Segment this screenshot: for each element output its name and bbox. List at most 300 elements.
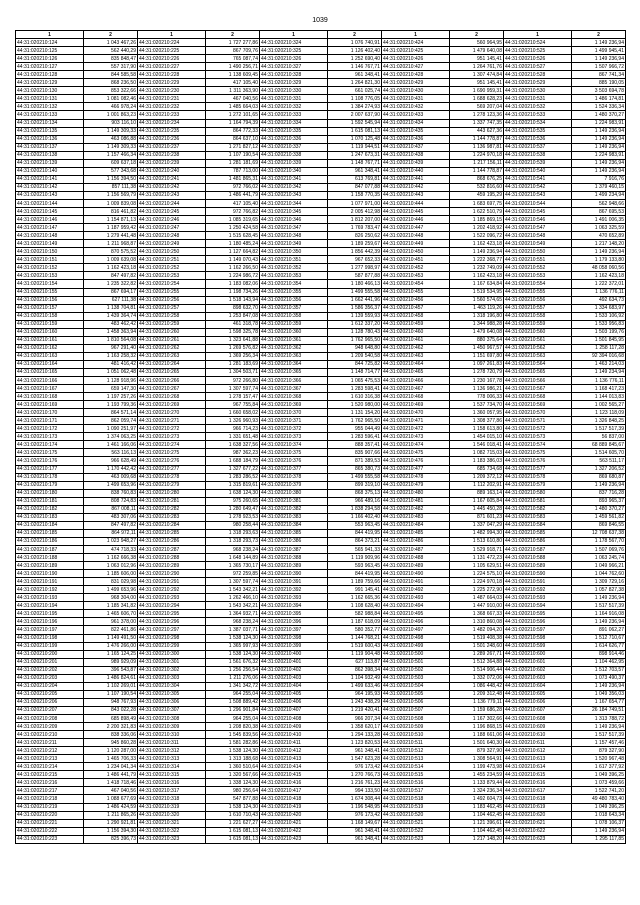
- cadastral-number-cell: 44:31:020210:444: [382, 199, 450, 207]
- table-row: [16, 167, 626, 175]
- cadastral-number-cell: 44:31:020210:446: [382, 216, 450, 224]
- cadastral-number-cell: 44:31:020210:427: [382, 63, 450, 71]
- table-row: [16, 811, 626, 819]
- cadastral-number-cell: 44:31:020210:182: [16, 505, 84, 513]
- cadastral-number-cell: 44:31:020210:615: [504, 771, 572, 779]
- header-row: [16, 31, 626, 39]
- cadastral-number-cell: 44:31:020210:519: [382, 803, 450, 811]
- cadastral-number-cell: 44:31:020210:512: [382, 747, 450, 755]
- table-row: [16, 626, 626, 634]
- value-cell: 1 009 639,08: [84, 256, 138, 264]
- value-cell: 1 073 459,66: [572, 779, 626, 787]
- cadastral-number-cell: 44:31:020210:613: [504, 755, 572, 763]
- cadastral-number-cell: 44:31:020210:173: [16, 433, 84, 441]
- cadastral-number-cell: 44:31:020210:169: [16, 401, 84, 409]
- cadastral-number-cell: 44:31:020210:230: [138, 87, 206, 95]
- cadastral-number-cell: 44:31:020210:365: [260, 368, 328, 376]
- value-cell: 417 105,40: [206, 199, 260, 207]
- value-cell: 989 929,09: [84, 658, 138, 666]
- value-cell: 1 063 012,96: [84, 562, 138, 570]
- table-row: [16, 240, 626, 248]
- value-cell: 972 266,80: [206, 377, 260, 385]
- cadastral-number-cell: 44:31:020210:332: [260, 103, 328, 111]
- header-cell: 1: [382, 31, 450, 39]
- value-cell: 1 463 119,26: [450, 304, 504, 312]
- value-cell: 1 538 124,30: [206, 803, 260, 811]
- cadastral-number-cell: 44:31:020210:611: [504, 739, 572, 747]
- cadastral-number-cell: 44:31:020210:241: [138, 175, 206, 183]
- value-cell: 1 119 904,48: [328, 650, 382, 658]
- cadastral-number-cell: 44:31:020210:602: [504, 666, 572, 674]
- cadastral-number-cell: 44:31:020210:381: [260, 497, 328, 505]
- cadastral-number-cell: 44:31:020210:218: [16, 795, 84, 803]
- cadastral-number-cell: 44:31:020210:356: [260, 296, 328, 304]
- value-cell: 1 119 944,51: [328, 143, 382, 151]
- table-row: [16, 731, 626, 739]
- cadastral-number-cell: 44:31:020210:544: [504, 199, 572, 207]
- value-cell: 966 207,34: [328, 714, 382, 722]
- value-cell: 961 348,41: [328, 747, 382, 755]
- cadastral-number-cell: 44:31:020210:571: [504, 417, 572, 425]
- value-cell: 1 296 901,84: [206, 706, 260, 714]
- cadastral-number-cell: 44:31:020210:554: [504, 280, 572, 288]
- value-cell: 1 499 945,41: [572, 47, 626, 55]
- table-row: [16, 304, 626, 312]
- cadastral-number-cell: 44:31:020210:501: [382, 658, 450, 666]
- cadastral-number-cell: 44:31:020210:297: [138, 626, 206, 634]
- cadastral-number-cell: 44:31:020210:261: [138, 336, 206, 344]
- value-cell: 12 708 637,38: [572, 529, 626, 537]
- cadastral-number-cell: 44:31:020210:237: [138, 143, 206, 151]
- cadastral-number-cell: 44:31:020210:366: [260, 377, 328, 385]
- cadastral-number-cell: 44:31:020210:148: [16, 232, 84, 240]
- cadastral-number-cell: 44:31:020210:180: [16, 489, 84, 497]
- value-cell: 1 327 206,52: [572, 465, 626, 473]
- cadastral-number-cell: 44:31:020210:411: [260, 739, 328, 747]
- cadastral-number-cell: 44:31:020210:175: [16, 449, 84, 457]
- value-cell: 1 211 865,26: [84, 811, 138, 819]
- value-cell: 765 087,74: [206, 55, 260, 63]
- cadastral-number-cell: 44:31:020210:277: [138, 465, 206, 473]
- value-cell: 1 119 909,96: [328, 554, 382, 562]
- cadastral-number-cell: 44:31:020210:581: [504, 497, 572, 505]
- cadastral-number-cell: 44:31:020210:531: [504, 95, 572, 103]
- cadastral-number-cell: 44:31:020210:254: [138, 280, 206, 288]
- cadastral-number-cell: 44:31:020210:151: [16, 256, 84, 264]
- table-row: [16, 272, 626, 280]
- cadastral-number-cell: 44:31:020210:253: [138, 272, 206, 280]
- value-cell: 1 262 466,10: [206, 594, 260, 602]
- cadastral-number-cell: 44:31:020210:360: [260, 328, 328, 336]
- table-row: [16, 819, 626, 827]
- cadastral-number-cell: 44:31:020210:153: [16, 272, 84, 280]
- cadastral-number-cell: 44:31:020210:418: [260, 795, 328, 803]
- value-cell: 1 341 342,72: [206, 682, 260, 690]
- cadastral-number-cell: 44:31:020210:202: [16, 666, 84, 674]
- value-cell: 1 491 006,35: [572, 216, 626, 224]
- cadastral-number-cell: 44:31:020210:320: [138, 811, 206, 819]
- cadastral-number-cell: 44:31:020210:249: [138, 240, 206, 248]
- cadastral-number-cell: 44:31:020210:139: [16, 159, 84, 167]
- cadastral-number-cell: 44:31:020210:272: [138, 425, 206, 433]
- table-row: [16, 521, 626, 529]
- value-cell: 7 916,76: [572, 175, 626, 183]
- table-row: [16, 650, 626, 658]
- value-cell: 1 688 184,79: [206, 457, 260, 465]
- table-row: [16, 747, 626, 755]
- cadastral-number-cell: 44:31:020210:204: [16, 682, 84, 690]
- value-cell: 1 167 654,77: [572, 698, 626, 706]
- value-cell: 481 416,42: [84, 360, 138, 368]
- cadastral-number-cell: 44:31:020210:343: [260, 191, 328, 199]
- table-row: [16, 723, 626, 731]
- value-cell: 972 766,82: [206, 208, 260, 216]
- cadastral-number-cell: 44:31:020210:453: [382, 272, 450, 280]
- value-cell: 1 180 466,13: [328, 280, 382, 288]
- cadastral-number-cell: 44:31:020210:177: [16, 465, 84, 473]
- value-cell: 467 040,56: [206, 95, 260, 103]
- table-row: [16, 55, 626, 63]
- table-row: [16, 473, 626, 481]
- value-cell: 396 543,87: [84, 666, 138, 674]
- value-cell: 964 255,04: [206, 714, 260, 722]
- value-cell: 1 217 156,11: [450, 159, 504, 167]
- value-cell: 1 162 423,18: [450, 272, 504, 280]
- value-cell: 1 179 133,80: [572, 256, 626, 264]
- value-cell: 1 149 491,50: [84, 634, 138, 642]
- cadastral-number-cell: 44:31:020210:280: [138, 489, 206, 497]
- value-cell: 1 610 710,43: [206, 811, 260, 819]
- cadastral-number-cell: 44:31:020210:568: [504, 393, 572, 401]
- value-cell: 2 200 321,83: [84, 723, 138, 731]
- value-cell: 1 517 517,39: [572, 602, 626, 610]
- value-cell: 1 144 768,21: [328, 634, 382, 642]
- cadastral-number-cell: 44:31:020210:168: [16, 393, 84, 401]
- value-cell: 1 308 377,86: [450, 417, 504, 425]
- value-cell: 1 499 653,96: [84, 586, 138, 594]
- cadastral-number-cell: 44:31:020210:287: [138, 546, 206, 554]
- value-cell: 483 462,42: [84, 320, 138, 328]
- cadastral-number-cell: 44:31:020210:475: [382, 449, 450, 457]
- value-cell: 864 373,21: [328, 537, 382, 545]
- cadastral-number-cell: 44:31:020210:328: [260, 71, 328, 79]
- cadastral-number-cell: 44:31:020210:288: [138, 554, 206, 562]
- cadastral-number-cell: 44:31:020210:192: [16, 586, 84, 594]
- cadastral-number-cell: 44:31:020210:188: [16, 554, 84, 562]
- cadastral-number-cell: 44:31:020210:450: [382, 248, 450, 256]
- cadastral-number-cell: 44:31:020210:622: [504, 827, 572, 835]
- value-cell: 577 343,68: [84, 167, 138, 175]
- value-cell: 951 145,41: [450, 55, 504, 63]
- value-cell: 1 365 730,17: [206, 562, 260, 570]
- cadastral-number-cell: 44:31:020210:372: [260, 425, 328, 433]
- value-cell: 613 769,81: [328, 175, 382, 183]
- cadastral-number-cell: 44:31:020210:184: [16, 521, 84, 529]
- cadastral-number-cell: 44:31:020210:206: [16, 698, 84, 706]
- cadastral-number-cell: 44:31:020210:367: [260, 385, 328, 393]
- cadastral-number-cell: 44:31:020210:255: [138, 288, 206, 296]
- cadastral-number-cell: 44:31:020210:471: [382, 417, 450, 425]
- cadastral-number-cell: 44:31:020210:127: [16, 63, 84, 71]
- cadastral-number-cell: 44:31:020210:152: [16, 264, 84, 272]
- cadastral-number-cell: 44:31:020210:496: [382, 618, 450, 626]
- value-cell: 1 163 258,32: [84, 352, 138, 360]
- cadastral-number-cell: 44:31:020210:578: [504, 473, 572, 481]
- value-cell: 967 291,40: [84, 344, 138, 352]
- cadastral-number-cell: 44:31:020210:445: [382, 208, 450, 216]
- cadastral-number-cell: 44:31:020210:278: [138, 473, 206, 481]
- value-cell: 1 360 057,95: [450, 409, 504, 417]
- cadastral-number-cell: 44:31:020210:319: [138, 803, 206, 811]
- value-cell: 1 209 312,48: [450, 690, 504, 698]
- cadastral-number-cell: 44:31:020210:145: [16, 208, 84, 216]
- cadastral-number-cell: 44:31:020210:213: [16, 755, 84, 763]
- value-cell: 49 480 783,40: [572, 795, 626, 803]
- cadastral-number-cell: 44:31:020210:486: [382, 537, 450, 545]
- value-cell: 1 514 605,70: [572, 449, 626, 457]
- value-cell: 1 617 377,92: [572, 763, 626, 771]
- cadastral-number-cell: 44:31:020210:462: [382, 344, 450, 352]
- value-cell: 1 136 776,11: [572, 288, 626, 296]
- value-cell: 1 538 124,30: [206, 747, 260, 755]
- cadastral-number-cell: 44:31:020210:273: [138, 433, 206, 441]
- cadastral-number-cell: 44:31:020210:170: [16, 409, 84, 417]
- table-row: [16, 183, 626, 191]
- cadastral-number-cell: 44:31:020210:314: [138, 763, 206, 771]
- table-row: [16, 763, 626, 771]
- value-cell: 1 683 697,75: [450, 199, 504, 207]
- value-cell: 867 694,17: [84, 288, 138, 296]
- table-row: [16, 610, 626, 618]
- cadastral-number-cell: 44:31:020210:558: [504, 312, 572, 320]
- table-row: [16, 208, 626, 216]
- table-row: [16, 368, 626, 376]
- value-cell: 868 236,50: [84, 79, 138, 87]
- cadastral-number-cell: 44:31:020210:357: [260, 304, 328, 312]
- cadastral-number-cell: 44:31:020210:619: [504, 803, 572, 811]
- cadastral-number-cell: 44:31:020210:409: [260, 723, 328, 731]
- value-cell: 1 128 918,96: [84, 377, 138, 385]
- cadastral-number-cell: 44:31:020210:342: [260, 183, 328, 191]
- value-cell: 835 848,47: [84, 55, 138, 63]
- value-cell: 1 465 606,70: [84, 610, 138, 618]
- cadastral-number-cell: 44:31:020210:313: [138, 755, 206, 763]
- cadastral-number-cell: 44:31:020210:514: [382, 763, 450, 771]
- table-row: [16, 39, 626, 47]
- cadastral-number-cell: 44:31:020210:529: [504, 79, 572, 87]
- value-cell: 888 357,41: [328, 441, 382, 449]
- cadastral-number-cell: 44:31:020210:238: [138, 151, 206, 159]
- cadastral-number-cell: 44:31:020210:250: [138, 248, 206, 256]
- cadastral-number-cell: 44:31:020210:251: [138, 256, 206, 264]
- value-cell: 1 614 626,77: [572, 642, 626, 650]
- value-cell: 1 264 821,30: [328, 79, 382, 87]
- cadastral-number-cell: 44:31:020210:364: [260, 360, 328, 368]
- cadastral-number-cell: 44:31:020210:609: [504, 723, 572, 731]
- cadastral-number-cell: 44:31:020210:368: [260, 393, 328, 401]
- header-cell: 2: [450, 31, 504, 39]
- cadastral-number-cell: 44:31:020210:199: [16, 642, 84, 650]
- value-cell: 1 018 643,34: [572, 811, 626, 819]
- cadastral-number-cell: 44:31:020210:165: [16, 368, 84, 376]
- value-cell: 1 136 779,11: [450, 698, 504, 706]
- cadastral-number-cell: 44:31:020210:449: [382, 240, 450, 248]
- value-cell: 1 224 970,18: [450, 151, 504, 159]
- value-cell: 1 459 561,82: [572, 513, 626, 521]
- cadastral-number-cell: 44:31:020210:210: [16, 731, 84, 739]
- cadastral-number-cell: 44:31:020210:594: [504, 602, 572, 610]
- table-row: [16, 79, 626, 87]
- value-cell: 1 499 555,58: [328, 288, 382, 296]
- table-row: [16, 159, 626, 167]
- value-cell: 1 077 971,00: [328, 199, 382, 207]
- cadastral-number-cell: 44:31:020210:556: [504, 296, 572, 304]
- table-row: [16, 795, 626, 803]
- cadastral-number-cell: 44:31:020210:373: [260, 433, 328, 441]
- table-row: [16, 111, 626, 119]
- cadastral-number-cell: 44:31:020210:436: [382, 135, 450, 143]
- cadastral-number-cell: 44:31:020210:348: [260, 232, 328, 240]
- value-cell: 1 660 658,02: [206, 409, 260, 417]
- value-cell: 563 511,17: [572, 457, 626, 465]
- value-cell: 1 512 364,88: [450, 658, 504, 666]
- value-cell: 1 224 986,72: [206, 272, 260, 280]
- cadastral-number-cell: 44:31:020210:592: [504, 586, 572, 594]
- cadastral-number-cell: 44:31:020210:334: [260, 119, 328, 127]
- cadastral-number-cell: 44:31:020210:195: [16, 610, 84, 618]
- value-cell: 1 454 015,10: [450, 433, 504, 441]
- cadastral-number-cell: 44:31:020210:499: [382, 642, 450, 650]
- value-cell: 1 856 442,39: [328, 248, 382, 256]
- cadastral-number-cell: 44:31:020210:133: [16, 111, 84, 119]
- cadastral-number-cell: 44:31:020210:337: [260, 143, 328, 151]
- value-cell: 1 264 761,76: [450, 63, 504, 71]
- table-row: [16, 191, 626, 199]
- value-cell: 1 136 987,81: [450, 143, 504, 151]
- cadastral-number-cell: 44:31:020210:270: [138, 409, 206, 417]
- value-cell: 1 379 460,15: [572, 183, 626, 191]
- value-cell: 1 104 932,49: [328, 674, 382, 682]
- cadastral-number-cell: 44:31:020210:428: [382, 71, 450, 79]
- cadastral-number-cell: 44:31:020210:298: [138, 634, 206, 642]
- value-cell: 1 149 236,94: [572, 135, 626, 143]
- cadastral-number-cell: 44:31:020210:503: [382, 674, 450, 682]
- value-cell: 853 322,66: [84, 87, 138, 95]
- cadastral-number-cell: 44:31:020210:439: [382, 159, 450, 167]
- value-cell: 945 860,28: [84, 739, 138, 747]
- value-cell: 1 762 965,50: [328, 336, 382, 344]
- value-cell: 1 326 960,93: [206, 417, 260, 425]
- value-cell: 1 159 686,28: [450, 706, 504, 714]
- table-row: [16, 739, 626, 747]
- cadastral-number-cell: 44:31:020210:351: [260, 256, 328, 264]
- value-cell: 1 810 564,08: [84, 336, 138, 344]
- cadastral-number-cell: 44:31:020210:174: [16, 441, 84, 449]
- value-cell: 1 144 778,87: [450, 167, 504, 175]
- header-cell: 2: [84, 31, 138, 39]
- value-cell: 1 290 921,81: [84, 819, 138, 827]
- value-cell: 1 338 124,30: [206, 779, 260, 787]
- cadastral-number-cell: 44:31:020210:494: [382, 602, 450, 610]
- value-cell: 557 317,90: [84, 63, 138, 71]
- cadastral-number-cell: 44:31:020210:141: [16, 175, 84, 183]
- cadastral-number-cell: 44:31:020210:201: [16, 658, 84, 666]
- value-cell: 1 250 424,58: [206, 224, 260, 232]
- cadastral-number-cell: 44:31:020210:448: [382, 232, 450, 240]
- table-row: [16, 698, 626, 706]
- value-cell: 1 545 839,56: [206, 731, 260, 739]
- cadastral-number-cell: 44:31:020210:403: [260, 674, 328, 682]
- value-cell: 1 243 438,29: [328, 698, 382, 706]
- value-cell: 1 586 356,37: [328, 304, 382, 312]
- cadastral-number-cell: 44:31:020210:315: [138, 771, 206, 779]
- cadastral-number-cell: 44:31:020210:362: [260, 344, 328, 352]
- table-row: [16, 377, 626, 385]
- value-cell: 1 189 259,67: [328, 240, 382, 248]
- value-cell: 1 188 661,06: [450, 731, 504, 739]
- cadastral-number-cell: 44:31:020210:539: [504, 159, 572, 167]
- value-cell: 1 222 372,01: [572, 280, 626, 288]
- cadastral-number-cell: 44:31:020210:221: [16, 819, 84, 827]
- value-cell: 1 507 069,76: [572, 546, 626, 554]
- value-cell: 879 327,90: [572, 747, 626, 755]
- cadastral-number-cell: 44:31:020210:385: [260, 529, 328, 537]
- cadastral-number-cell: 44:31:020210:564: [504, 360, 572, 368]
- value-cell: 492 634,73: [572, 296, 626, 304]
- cadastral-number-cell: 44:31:020210:386: [260, 537, 328, 545]
- table-row: [16, 199, 626, 207]
- value-cell: 1 136 776,11: [572, 377, 626, 385]
- value-cell: 1 476 266,00: [84, 642, 138, 650]
- cadastral-number-cell: 44:31:020210:433: [382, 111, 450, 119]
- cadastral-number-cell: 44:31:020210:505: [382, 690, 450, 698]
- value-cell: 467 040,56: [84, 787, 138, 795]
- cadastral-number-cell: 44:31:020210:138: [16, 151, 84, 159]
- cadastral-number-cell: 44:31:020210:390: [260, 570, 328, 578]
- value-cell: 1 156 394,50: [84, 175, 138, 183]
- value-cell: 1 326 848,25: [572, 417, 626, 425]
- value-cell: 1 622 510,79: [450, 208, 504, 216]
- value-cell: 893 965,37: [572, 497, 626, 505]
- cadastral-number-cell: 44:31:020210:552: [504, 264, 572, 272]
- value-cell: 857 111,38: [84, 183, 138, 191]
- cadastral-number-cell: 44:31:020210:591: [504, 578, 572, 586]
- value-cell: 1 499 555,58: [328, 473, 382, 481]
- value-cell: 1 149 236,94: [572, 127, 626, 135]
- table-row: [16, 71, 626, 79]
- value-cell: 903 116,10: [84, 119, 138, 127]
- cadastral-number-cell: 44:31:020210:142: [16, 183, 84, 191]
- cadastral-number-cell: 44:31:020210:353: [260, 272, 328, 280]
- value-cell: 1 358 620,17: [328, 723, 382, 731]
- value-cell: 1 149 236,94: [572, 618, 626, 626]
- table-row: [16, 87, 626, 95]
- cadastral-number-cell: 44:31:020210:282: [138, 505, 206, 513]
- value-cell: 1 762 965,50: [328, 417, 382, 425]
- cadastral-number-cell: 44:31:020210:566: [504, 377, 572, 385]
- cadastral-number-cell: 44:31:020210:412: [260, 747, 328, 755]
- cadastral-number-cell: 44:31:020210:424: [382, 39, 450, 47]
- cadastral-number-cell: 44:31:020210:518: [382, 795, 450, 803]
- value-cell: 1 337 747,35: [450, 119, 504, 127]
- value-cell: 1 277 998,97: [328, 264, 382, 272]
- value-cell: 1 517 517,39: [572, 731, 626, 739]
- cadastral-number-cell: 44:31:020210:137: [16, 143, 84, 151]
- cadastral-number-cell: 44:31:020210:500: [382, 650, 450, 658]
- value-cell: 1 158 613,80: [450, 425, 504, 433]
- value-cell: 1 057 827,38: [572, 586, 626, 594]
- table-row: [16, 328, 626, 336]
